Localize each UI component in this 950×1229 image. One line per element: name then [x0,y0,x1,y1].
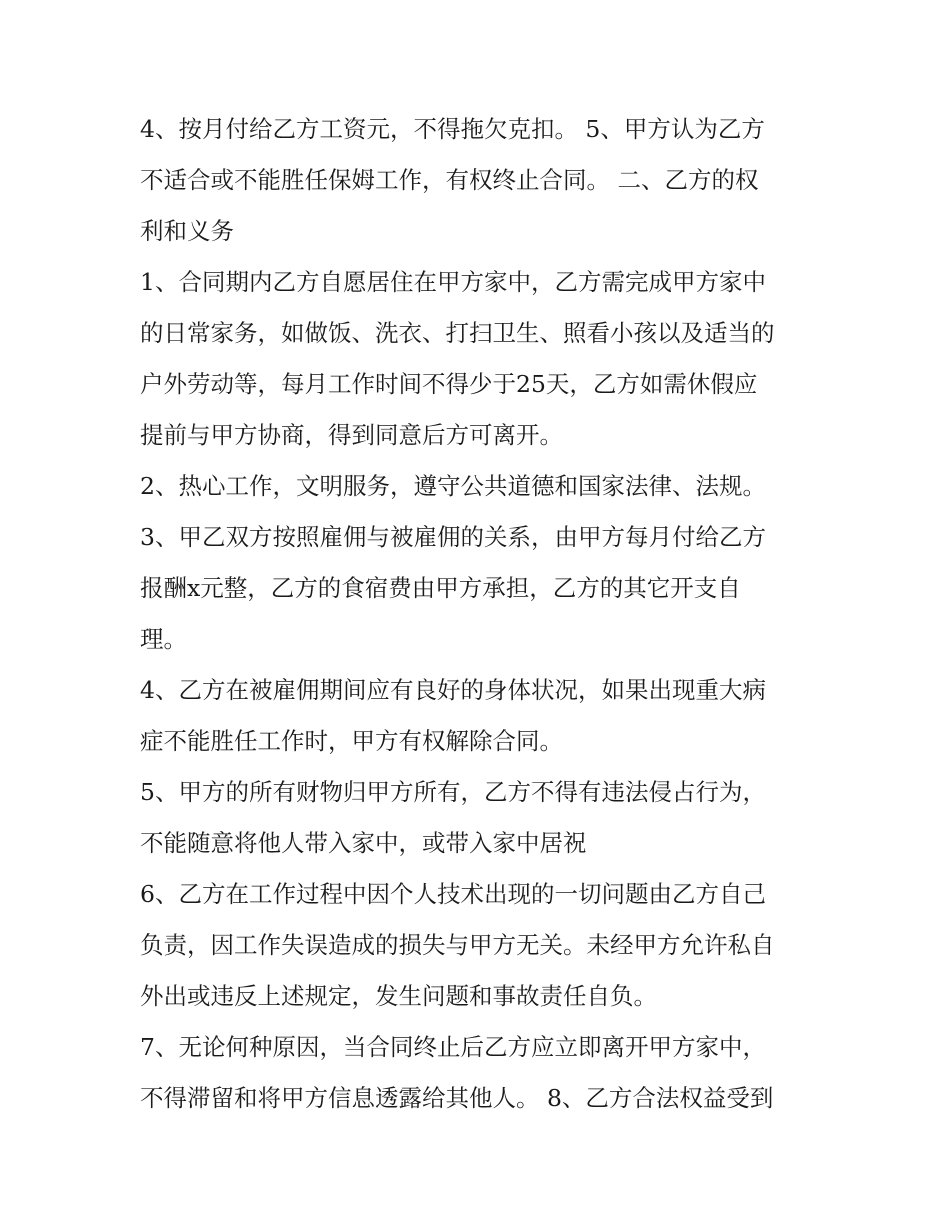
text-line: 户外劳动等，每月工作时间不得少于25天，乙方如需休假应 [140,370,758,398]
text-line: 利和义务 [140,217,234,245]
text-line: 外出或违反上述规定，发生问题和事故责任自负。 [140,982,657,1010]
text-line: 不能随意将他人带入家中，或带入家中居祝 [140,829,587,857]
text-line: 症不能胜任工作时，甲方有权解除合同。 [140,727,563,755]
text-line: 3、甲乙双方按照雇佣与被雇佣的关系，由甲方每月付给乙方 [140,523,766,551]
text-line: 7、无论何种原因，当合同终止后乙方应立即离开甲方家中， [140,1033,766,1061]
text-line: 负责，因工作失误造成的损失与甲方无关。未经甲方允许私自 [140,931,775,959]
text-line: 6、乙方在工作过程中因个人技术出现的一切问题由乙方自己 [140,880,766,908]
text-line: 1、合同期内乙方自愿居住在甲方家中，乙方需完成甲方家中 [140,268,766,296]
text-line: 提前与甲方协商，得到同意后方可离开。 [140,421,563,449]
document-body [140,104,830,1124]
text-line: 不得滞留和将甲方信息透露给其他人。 8、乙方合法权益受到 [140,1084,774,1112]
text-line: 不适合或不能胜任保姆工作，有权终止合同。 二、乙方的权 [140,166,759,194]
text-line: 4、按月付给乙方工资元，不得拖欠克扣。 5、甲方认为乙方 [140,115,765,143]
text-line: 理。 [140,625,187,653]
text-line: 2、热心工作，文明服务，遵守公共道德和国家法律、法规。 [140,472,766,500]
text-line: 报酬x元整，乙方的食宿费由甲方承担，乙方的其它开支自 [140,574,741,602]
text-line: 5、甲方的所有财物归甲方所有，乙方不得有违法侵占行为， [140,778,766,806]
text-line: 的日常家务，如做饭、洗衣、打扫卫生、照看小孩以及适当的 [140,319,775,347]
text-line: 4、乙方在被雇佣期间应有良好的身体状况，如果出现重大病 [140,676,766,704]
